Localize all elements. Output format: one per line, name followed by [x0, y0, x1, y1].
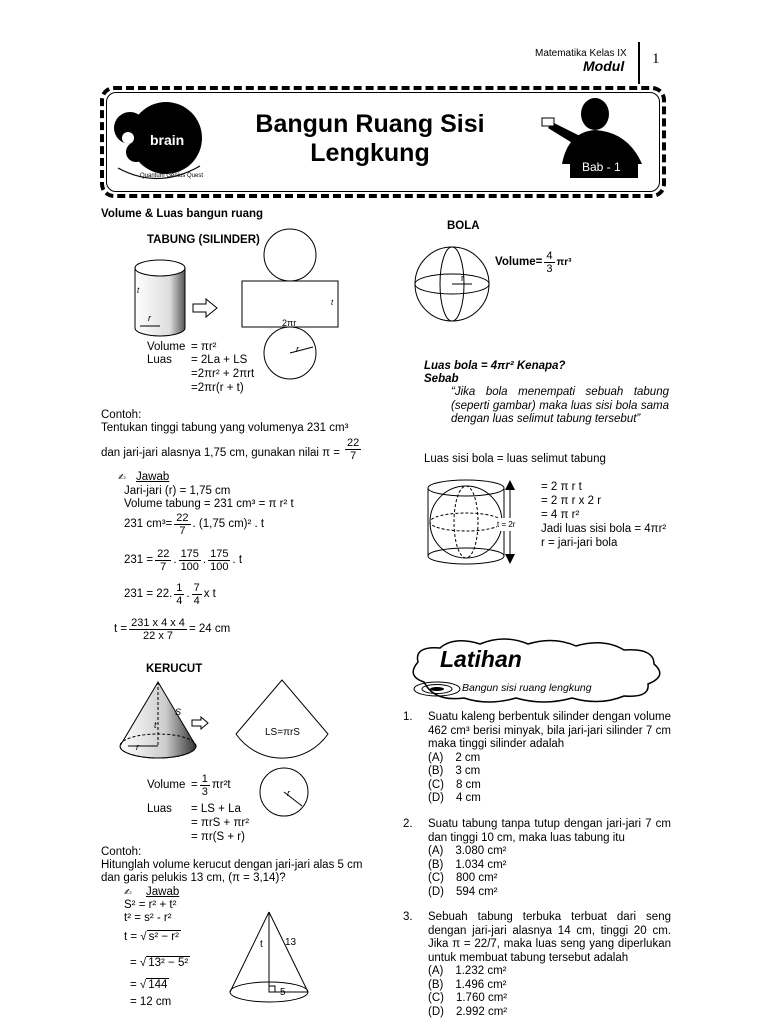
- tabung-luas-3: =2πr(r + t): [191, 382, 244, 394]
- net-r-label: r: [296, 344, 299, 354]
- logo-tagline: Quantum Genius Quest: [140, 173, 204, 179]
- tabung-heading: TABUNG (SILINDER): [147, 234, 260, 246]
- option-value: 594 cm²: [455, 885, 498, 898]
- tabung-vol-label: Volume: [147, 341, 186, 353]
- pencil-icon: ✍: [124, 887, 132, 897]
- k-step-5: = √ 144: [130, 979, 168, 991]
- deriv-1: = 2 π r t: [541, 481, 582, 493]
- option-value: 3 cm: [455, 765, 481, 777]
- option-letter: (C): [428, 992, 444, 1004]
- option-letter: (A): [428, 845, 444, 857]
- option-value: 8 cm: [455, 778, 481, 791]
- kerucut-luas-label: Luas: [147, 803, 172, 815]
- option-letter: (D): [428, 1005, 444, 1018]
- logo-text: brain: [150, 132, 185, 148]
- option-value: 2.992 cm²: [455, 1005, 508, 1018]
- answer-option[interactable]: [428, 779, 671, 793]
- option-letter: (D): [428, 792, 444, 804]
- option-value: 2 cm: [455, 751, 481, 764]
- cone-ls-label: LS=πrS: [265, 727, 300, 738]
- answer-option[interactable]: [428, 845, 671, 859]
- answer-option[interactable]: [428, 752, 671, 766]
- arrow-right-icon: [191, 716, 209, 730]
- contoh1-question-1: Tentukan tinggi tabung yang volumenya 231 cm³: [101, 422, 349, 434]
- page-number: 1: [652, 51, 660, 67]
- section-heading: Volume & Luas bangun ruang: [101, 208, 264, 220]
- option-value: 1.496 cm²: [455, 978, 507, 991]
- step-2: Volume tabung = 231 cm³ = π r² t: [124, 498, 294, 510]
- header-divider: [638, 42, 640, 84]
- option-letter: (A): [428, 965, 444, 977]
- k-step-1: S² = r² + t²: [124, 899, 177, 911]
- luas-bola-label: Luas bola = 4πr² Kenapa?: [424, 360, 566, 372]
- net-circumference-label: 2πr: [282, 318, 297, 328]
- answer-option[interactable]: [428, 886, 671, 900]
- answer-option[interactable]: [428, 859, 671, 873]
- deriv-2: = 2 π r x 2 r: [541, 495, 602, 507]
- person-silhouette-icon: [540, 96, 655, 164]
- contoh2-label: Contoh:: [101, 846, 142, 858]
- contoh2-question-1: Hitunglah volume kerucut dengan jari-jari alas 5 cm: [101, 859, 363, 871]
- sebab-label: Sebab: [424, 373, 459, 385]
- small-cone-s: 13: [285, 937, 297, 948]
- answer-option[interactable]: [428, 765, 671, 779]
- contoh1-question-2: dan jari-jari alasnya 1,75 cm, gunakan nilai π =: [101, 447, 341, 459]
- kerucut-luas-3: = πr(S + r): [191, 831, 245, 843]
- option-value: 4 cm: [455, 792, 481, 804]
- question-number: 2.: [403, 818, 413, 830]
- pencil-icon: ✍: [118, 472, 126, 482]
- step-4: 231 = $\frac{22}{7}$ . $\frac{175}{100}$ . $\frac{175}{100}$ . t: [124, 548, 243, 573]
- jawab2-label: Jawab: [146, 886, 180, 898]
- contoh1-label: Contoh:: [101, 409, 142, 421]
- option-value: 1.760 cm²: [455, 992, 508, 1004]
- option-value: 3.080 cm²: [455, 845, 507, 857]
- deriv-5: r = jari-jari bola: [541, 537, 618, 549]
- option-value: 1.034 cm²: [455, 858, 507, 871]
- arrow-right-icon: [192, 298, 218, 318]
- step-3: 231 cm³= $\frac{22}{7}$ . (1,75 cm)² . t: [124, 512, 265, 537]
- k-step-6: = 12 cm: [130, 996, 172, 1008]
- figure-height-label: t = 2r: [497, 520, 516, 529]
- bola-volume: Volume= $\frac{4}{3}$ πr³: [495, 250, 572, 275]
- k-step-3: t = √ s² − r²: [124, 931, 179, 943]
- option-letter: (B): [428, 858, 444, 871]
- question-text: Suatu tabung tanpa tutup dengan jari-jari 7 cm dan tinggi 10 cm, maka luas tabung itu: [428, 818, 671, 844]
- kerucut-heading: KERUCUT: [146, 663, 203, 675]
- kerucut-luas-2: = πrS + πr²: [191, 817, 250, 829]
- step-5: 231 = 22. $\frac{1}{4}$ . $\frac{7}{4}$ x t: [124, 582, 216, 607]
- cyl-r-label: r: [148, 313, 151, 323]
- answer-option[interactable]: [428, 965, 671, 979]
- answer-option[interactable]: [428, 792, 671, 806]
- pi-fraction: $\frac{22}{7}$: [347, 437, 360, 462]
- question-text: Suatu kaleng berbentuk silinder dengan volume 462 cm³ berisi minyak, bila jari-jari silinder 7 cm maka tinggi silinder adalah: [428, 711, 671, 750]
- cone-r-label: r: [136, 742, 139, 752]
- small-cone-t: t: [260, 939, 263, 950]
- option-value: 800 cm²: [455, 872, 498, 884]
- kerucut-vol-value: = $\frac{1}{3}$ πr²t: [191, 773, 231, 798]
- step-1: Jari-jari (r) = 1,75 cm: [124, 485, 231, 497]
- tabung-luas-2: =2πr² + 2πrt: [191, 368, 255, 380]
- option-value: 1.232 cm²: [455, 965, 507, 977]
- cyl-t-label: t: [137, 286, 140, 295]
- kerucut-vol-label: Volume: [147, 779, 186, 791]
- sebab-quote: “Jika bola menempati sebuah tabung (seperti gambar) maka luas sisi bola sama dengan luas selimut tabung tersebut”: [451, 386, 669, 425]
- question-text: Sebuah tabung terbuka terbuat dari seng dengan jari-jari alasnya 14 cm, tinggi 20 cm. Jika π = 22/7, maka luas seng yang diperlukan untuk membuat tabung tersebut adalah: [428, 911, 671, 964]
- small-cone-figure: [224, 910, 314, 1006]
- module-label: Modul: [583, 58, 625, 74]
- latihan-title: Latihan: [440, 646, 522, 672]
- cone-net: [234, 678, 330, 818]
- cone-figure: [116, 680, 200, 764]
- subject-label: Matematika Kelas IX: [535, 48, 627, 59]
- answer-option[interactable]: [428, 979, 671, 993]
- cone-net-r-label: r: [287, 788, 290, 798]
- option-letter: (B): [428, 978, 444, 991]
- net-t-label: t: [331, 298, 334, 307]
- luas-equality: Luas sisi bola = luas selimut tabung: [424, 453, 606, 465]
- sphere-r-label: r: [461, 273, 464, 283]
- cylinder-figure: [130, 258, 190, 340]
- cone-t-label: t: [154, 720, 157, 730]
- deriv-4: Jadi luas sisi bola = 4πr²: [541, 523, 667, 535]
- answer-option[interactable]: [428, 992, 671, 1006]
- question-body: [428, 818, 671, 899]
- page-title: Bangun Ruang Sisi Lengkung: [255, 110, 485, 167]
- option-letter: (C): [428, 778, 444, 791]
- tabung-luas-1: = 2La + LS: [191, 354, 248, 366]
- option-letter: (C): [428, 872, 444, 884]
- jawab-label: Jawab: [136, 471, 170, 483]
- step-6: t = $\frac{231 x 4 x 4}{22 x 7}$ = 24 cm: [114, 617, 231, 642]
- answer-option[interactable]: [428, 872, 671, 886]
- bola-heading: BOLA: [447, 220, 480, 232]
- small-cone-r: 5: [280, 987, 286, 998]
- deriv-3: = 4 π r²: [541, 509, 580, 521]
- k-step-4: = √ 13² − 5²: [130, 957, 189, 969]
- question-number: 3.: [403, 911, 413, 923]
- kerucut-luas-1: = LS + La: [191, 803, 241, 815]
- swirl-icon: [412, 680, 462, 698]
- option-letter: (D): [428, 885, 444, 898]
- chapter-label: Bab - 1: [582, 160, 621, 174]
- question-body: [428, 711, 671, 806]
- cone-s-label: S: [175, 707, 182, 717]
- option-letter: (B): [428, 765, 444, 777]
- sphere-figure: [412, 245, 492, 323]
- contoh2-question-2: dan garis pelukis 13 cm, (π = 3,14)?: [101, 872, 286, 884]
- answer-option[interactable]: [428, 1006, 671, 1020]
- tabung-luas-label: Luas: [147, 354, 172, 366]
- option-letter: (A): [428, 751, 444, 764]
- tabung-vol-value: = πr²: [191, 341, 217, 353]
- latihan-subtitle: Bangun sisi ruang lengkung: [462, 682, 592, 694]
- question-number: 1.: [403, 711, 413, 723]
- question-body: [428, 911, 671, 1019]
- k-step-2: t² = s² - r²: [124, 912, 172, 924]
